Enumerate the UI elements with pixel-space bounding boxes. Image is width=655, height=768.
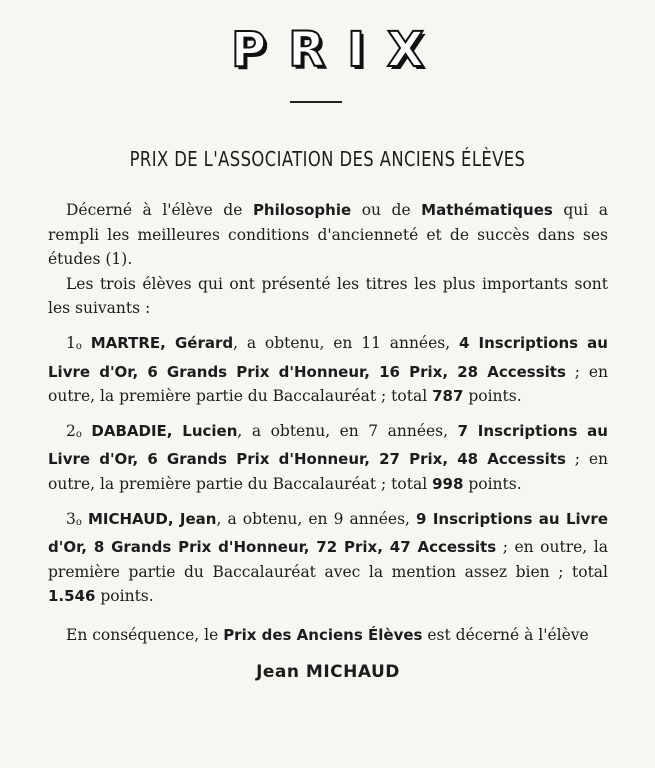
conclusion-paragraph (48, 623, 608, 648)
conclusion-text: En conséquence, le (66, 625, 224, 644)
laureate-text: points. (463, 387, 522, 406)
intro-text: ou de (351, 201, 422, 219)
rank-number: 1 (66, 333, 76, 352)
intro-bold-mathematics: Mathématiques (421, 201, 553, 219)
section-heading: PRIX DE L'ASSOCIATION DES ANCIENS ÉLÈVES (129, 147, 526, 171)
laureate-text: , a obtenu, en 11 années, (233, 333, 459, 352)
document-body (48, 198, 608, 682)
rank-suffix: o (75, 340, 82, 352)
laureate-name: MARTRE, Gérard (90, 333, 234, 352)
laureate-total: 787 (432, 387, 464, 406)
prize-name: Prix des Anciens Élèves (223, 625, 423, 644)
rank-suffix: o (75, 428, 82, 440)
laureate-awards: 7 Inscriptions au Livre d'Or, 6 Grands Prix d'Honneur, 27 Prix, 48 Accessits (48, 421, 608, 469)
laureate-entry-2 (48, 419, 608, 497)
rank-number: 2 (66, 421, 76, 440)
laureate-total: 998 (432, 474, 464, 493)
candidates-intro-paragraph: Les trois élèves qui ont présenté les titres les plus importants sont les suivants : (48, 274, 608, 318)
laureate-text: ; en outre, la première partie du Baccalauréat ; total (48, 450, 608, 493)
page-title: PRIX (230, 22, 446, 78)
intro-bold-philosophy: Philosophie (252, 201, 352, 219)
title-divider (290, 101, 342, 103)
laureate-text: , a obtenu, en 9 années, (216, 509, 417, 528)
intro-paragraph (48, 198, 608, 272)
laureate-name: DABADIE, Lucien (91, 421, 238, 440)
laureate-text: points. (463, 474, 522, 493)
laureate-total: 1.546 (48, 587, 96, 606)
laureate-awards: 4 Inscriptions au Livre d'Or, 6 Grands Prix d'Honneur, 16 Prix, 28 Accessits (48, 333, 608, 381)
laureate-text: , a obtenu, en 7 années, (237, 421, 458, 440)
winner-name: Jean MICHAUD (256, 661, 400, 682)
rank-suffix: o (75, 516, 82, 528)
laureate-name: MICHAUD, Jean (87, 509, 217, 528)
laureate-entry-3 (48, 507, 608, 609)
laureate-awards: 9 Inscriptions au Livre d'Or, 8 Grands Prix d'Honneur, 72 Prix, 47 Accessits (48, 509, 608, 557)
conclusion-text: est décerné à l'élève (422, 625, 589, 644)
laureate-entry-1 (48, 331, 608, 409)
laureate-text: ; en outre, la première partie du Baccalauréat ; total (48, 362, 608, 406)
laureate-text: points. (95, 587, 154, 606)
intro-text: Décerné à l'élève de (66, 201, 253, 219)
rank-number: 3 (66, 509, 76, 528)
laureate-text: ; en outre, la première partie du Baccalauréat avec la mention assez bien ; total (48, 538, 608, 581)
intro-text: qui a rempli les meilleures conditions d'ancienneté et de succès dans ses études (1). (48, 201, 608, 269)
